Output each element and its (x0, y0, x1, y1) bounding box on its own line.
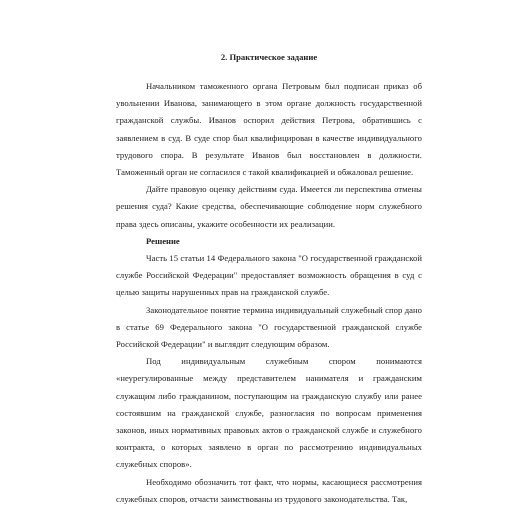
solution-paragraph-4: Необходимо обозначить тот факт, что нормы, касающиеся рассмотрения служебных споров, отчасти заимствованы из трудового законодательства. Так, (116, 476, 422, 504)
task-paragraph-1: Начальником таможенного органа Петровым был подписан приказ об увольнении Иванова, занимающего в этом органе должность государственной гражданской службы. Иванов оспорил действия Петрова, обратившись с заявлением в суд. В суде спор был квалифицирован в качестве индивидуального трудового спора. В результате Иванов был восстановлен в должности. Таможенный орган не согласился с такой квалификацией и обжаловал решение. (116, 81, 422, 178)
solution-paragraph-1: Часть 15 статьи 14 Федерального закона "О государственной гражданской службе Российской Федерации" предоставляет возможность обращения в суд с целью защиты нарушенных прав на гражданской службе. (116, 253, 422, 298)
solution-paragraph-2: Законодательное понятие термина индивидуальный служебный спор дано в статье 69 Федерального закона "О государственной гражданской службе Российской Федерации" и выглядит следующим образом. (116, 304, 422, 350)
solution-paragraph-3: Под индивидуальным служебным спором понимаются «неурегулированные между представителем нанимателя и гражданским служащим либо гражданином, поступающим на гражданскую службу или ранее состоявшим на гражданской службе, разногласия по вопросам применения законов, иных нормативных правовых актов о гражданской службе и служебного контракта, о которых заявлено в орган по рассмотрению индивидуальных служебных споров». (116, 356, 422, 470)
task-paragraph-2: Дайте правовую оценку действиям суда. Имеется ли перспектива отмены решения суда? Какие средства, обеспечивающие соблюдение норм служебного права здесь описаны, укажите особенности их реализации. (116, 184, 422, 229)
section-title: 2. Практическое задание (220, 52, 318, 62)
solution-heading: Решение (146, 235, 180, 246)
